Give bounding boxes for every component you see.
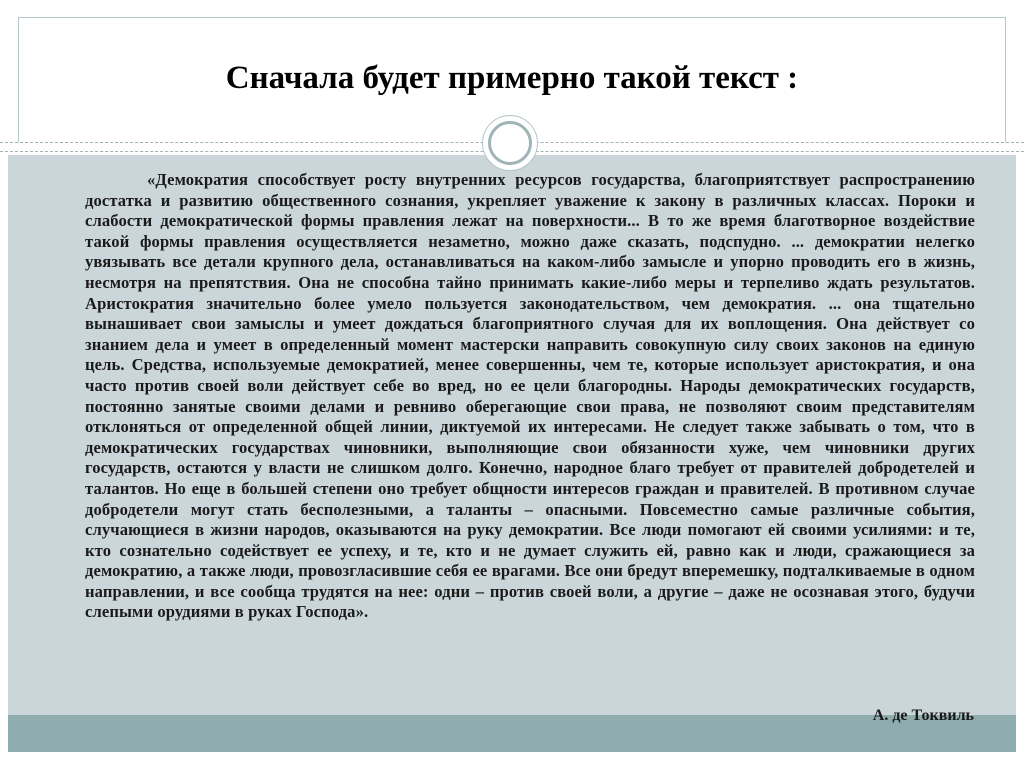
slide-title: Сначала будет примерно такой текст : (225, 60, 799, 96)
top-frame-line (18, 17, 1006, 18)
quote-text: «Демократия способствует росту внутренних ресурсов государства, благоприятствует распространению достатка и развитию общественного сознания, укрепляет уважение к закону в различных классах. Пороки и слабости демократической формы правления лежат на поверхности... В то же время благотворное воздействие такой формы правления осуществляется незаметно, можно даже сказать, подспудно. ... демократии нелегко увязывать все детали крупного дела, останавливаться на каком-либо замысле и упорно проводить его в жизнь, несмотря на препятствия. Она не способна тайно принимать какие-либо меры и терпеливо ждать результатов. Аристократия значительно более умело пользуется законодательством, чем демократия. ... она тщательно вынашивает свои замыслы и умеет дождаться благоприятного случая для их воплощения. Она действует со знанием дела и умеет в определенный момент мастерски направить совокупную силу своих законов на единую цель. Средства, используемые демократией, менее совершенны, чем те, которые использует аристократия, и она часто против своей воли действует себе во вред, но ее цели благородны. Народы демократических государств, постоянно занятые своими делами и ревниво оберегающие свои права, не позволяют своим представителям отклоняться от определенной общей линии, диктуемой их интересами. Не следует также забывать о том, что в демократических государствах чиновники, выполняющие свои обязанности хуже, чем чиновники других государств, остаются у власти не слишком долго. Конечно, народное благо требует от правителей добродетелей и талантов. Но еще в большей степени оно требует общности интересов граждан и правителей. В противном случае добродетели могут стать бесполезными, а таланты – опасными. Повсеместно самые различные события, случающиеся в жизни народов, оказываются на руку демократии. Все люди помогают ей своими усилиями: и те, кто сознательно содействует ее успеху, и те, кто и не думает служить ей, равно как и люди, сражающиеся за демократию, а также люди, провозгласившие себя ее врагами. Все они бредут вперемешку, подталкиваемые в одном направлении, и все сообща трудятся на нее: одни – против своей воли, а другие – даже не осознавая этого, будучи слепыми орудиями в руках Господа». (85, 170, 975, 622)
right-margin (1016, 155, 1024, 752)
quote-author: А. де Токвиль (872, 707, 974, 724)
footer-margin (0, 752, 1024, 768)
footer-band (0, 715, 1024, 752)
left-margin (0, 155, 8, 752)
divider-ring-icon (488, 121, 532, 165)
